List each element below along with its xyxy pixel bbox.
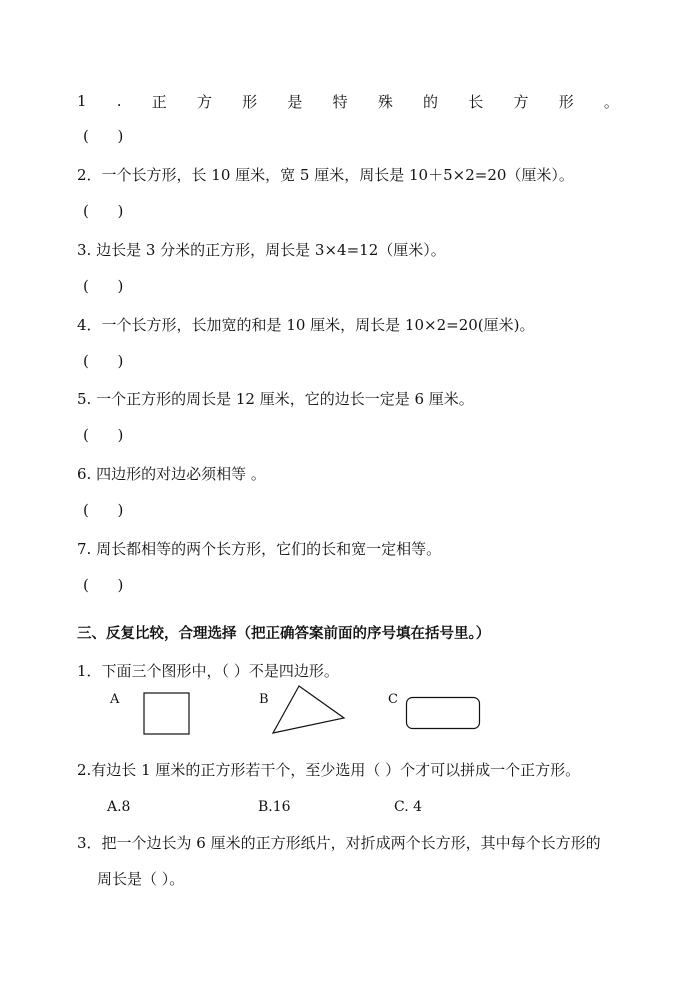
question-4-statement: 4．一个长方形，长加宽的和是 10 厘米，周长是 10×2=20(厘米)。 xyxy=(77,316,535,334)
answer-blank-7[interactable]: ( ) xyxy=(83,576,124,594)
choice-question-3-line-1: 3．把一个边长为 6 厘米的正方形纸片，对折成两个长方形，其中每个长方形的 xyxy=(77,834,601,852)
shape-a-label: A xyxy=(110,692,120,707)
shape-c-label: C xyxy=(388,692,398,707)
q1-char: . xyxy=(116,92,122,110)
q1-char: 的 xyxy=(423,92,439,111)
choice-question-2: 2.有边长 1 厘米的正方形若干个，至少选用（ ）个才可以拼成一个正方形。 xyxy=(77,761,581,779)
option-b[interactable]: B.16 xyxy=(258,799,291,815)
triangle-shape xyxy=(270,684,348,736)
q1-char: 特 xyxy=(332,92,348,111)
option-c[interactable]: C. 4 xyxy=(394,799,423,815)
answer-blank-4[interactable]: ( ) xyxy=(83,352,124,370)
answer-blank-6[interactable]: ( ) xyxy=(83,501,124,519)
choice-question-1: 1．下面三个图形中，（ ）不是四边形。 xyxy=(77,662,339,680)
choice-question-3-line-2: 周长是（ ）。 xyxy=(97,870,185,888)
rounded-rectangle-shape xyxy=(405,696,483,732)
question-2-statement: 2．一个长方形，长 10 厘米，宽 5 厘米，周长是 10＋5×2=20（厘米）。 xyxy=(77,166,574,184)
question-5-statement: 5. 一个正方形的周长是 12 厘米，它的边长一定是 6 厘米。 xyxy=(77,390,474,408)
q1-char: 正 xyxy=(151,92,167,111)
answer-blank-1[interactable]: ( ) xyxy=(83,127,124,145)
q1-char: 长 xyxy=(468,92,484,111)
question-7-statement: 7. 周长都相等的两个长方形，它们的长和宽一定相等。 xyxy=(77,540,442,558)
answer-blank-5[interactable]: ( ) xyxy=(83,426,124,444)
q1-char: 1 xyxy=(77,92,87,110)
q1-char: 是 xyxy=(287,92,303,111)
q1-char: 形 xyxy=(558,92,574,111)
section-3-heading: 三、反复比较，合理选择（把正确答案前面的序号填在括号里。） xyxy=(77,626,491,642)
q1-char: 殊 xyxy=(377,92,393,111)
q1-char: 形 xyxy=(242,92,258,111)
shape-b-label: B xyxy=(259,692,269,707)
question-6-statement: 6. 四边形的对边必须相等 。 xyxy=(77,465,266,483)
q1-char: 方 xyxy=(513,92,529,111)
q1-char: 方 xyxy=(196,92,212,111)
answer-blank-2[interactable]: ( ) xyxy=(83,202,124,220)
square-shape xyxy=(143,692,191,736)
option-a[interactable]: A.8 xyxy=(107,799,131,815)
q1-char: 。 xyxy=(603,92,619,111)
question-1-statement xyxy=(77,90,619,112)
question-3-statement: 3. 边长是 3 分米的正方形，周长是 3×4=12（厘米）。 xyxy=(77,241,446,259)
answer-blank-3[interactable]: ( ) xyxy=(83,277,124,295)
